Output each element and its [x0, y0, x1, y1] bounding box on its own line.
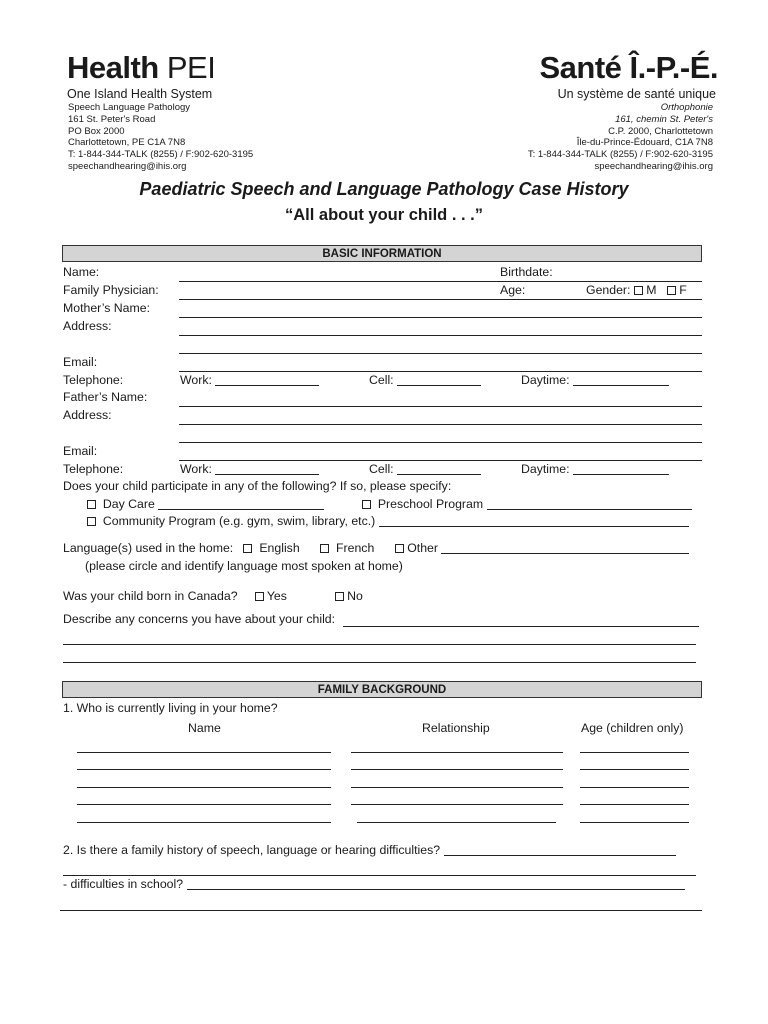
concerns-label: Describe any concerns you have about your child:: [63, 612, 336, 626]
mother-email-label: Email:: [63, 355, 98, 369]
col-name-header: Name: [188, 721, 221, 735]
participate-question: Does your child participate in any of the following? If so, please specify:: [63, 479, 452, 493]
household-age-field[interactable]: [580, 769, 689, 770]
mother-work-phone: [180, 373, 319, 387]
mother-address-label: Address:: [63, 319, 112, 333]
father-email-field[interactable]: [179, 460, 702, 461]
physician-field[interactable]: [179, 299, 702, 300]
birthdate-label: Birthdate:: [500, 265, 553, 279]
french-checkbox[interactable]: [320, 544, 329, 553]
work-phone-field[interactable]: [215, 463, 319, 475]
fr-address-line: T: 1-844-344-TALK (8255) / F:902-620-3195: [527, 149, 713, 161]
fr-address-line: Île-du-Prince-Édouard, C1A 7N8: [576, 137, 713, 149]
name-field[interactable]: [179, 281, 702, 282]
gender-m-label: M: [646, 283, 657, 297]
fr-street: 161, chemin St. Peter's: [615, 113, 713, 125]
daycare-label: Day Care: [102, 497, 155, 511]
gender-label: Gender:: [586, 283, 631, 297]
preschool-checkbox[interactable]: [362, 500, 371, 509]
gender-f-label: F: [679, 283, 687, 297]
work-label: Work:: [180, 462, 212, 476]
q1-household: 1. Who is currently living in your home?: [63, 701, 278, 715]
fr-tagline: Un système de santé unique: [557, 87, 716, 101]
languages-label: Language(s) used in the home:: [63, 541, 234, 555]
daytime-label: Daytime:: [521, 373, 570, 387]
daycare-field[interactable]: [158, 498, 324, 510]
logo-bold-text: Health: [67, 50, 159, 85]
mother-telephone-label: Telephone:: [63, 373, 124, 387]
household-relationship-field[interactable]: [351, 804, 563, 805]
q2-label: 2. Is there a family history of speech, language or hearing difficulties?: [63, 843, 441, 857]
daytime-label: Daytime:: [521, 462, 570, 476]
cell-label: Cell:: [369, 373, 394, 387]
language-note: (please circle and identify language most spoken at home): [85, 559, 403, 573]
school-label: - difficulties in school?: [63, 877, 184, 891]
other-language-field[interactable]: [441, 542, 689, 554]
born-no-checkbox[interactable]: [335, 592, 344, 601]
section-family-background: FAMILY BACKGROUND: [62, 681, 702, 698]
col-age-header: Age (children only): [581, 721, 684, 735]
community-option: [87, 514, 689, 528]
household-name-field[interactable]: [77, 769, 331, 770]
mother-address-field[interactable]: [179, 353, 702, 354]
en-tagline: One Island Health System: [67, 87, 213, 101]
daytime-phone-field[interactable]: [573, 463, 669, 475]
en-address-line: Charlottetown, PE C1A 7N8: [68, 137, 186, 149]
household-relationship-field[interactable]: [351, 787, 563, 788]
father-work-phone: [180, 462, 319, 476]
sante-ipe-logo: Santé Î.-P.-É.: [539, 50, 718, 85]
father-field[interactable]: [179, 406, 702, 407]
concerns-field[interactable]: [63, 662, 696, 663]
fr-dept: Orthophonie: [660, 102, 713, 113]
school-difficulties-field[interactable]: [187, 878, 685, 890]
born-row: [63, 589, 363, 603]
household-relationship-field[interactable]: [351, 769, 563, 770]
concerns-field[interactable]: [343, 626, 699, 627]
mother-label: Mother’s Name:: [63, 301, 151, 315]
other-checkbox[interactable]: [395, 544, 404, 553]
form-title: Paediatric Speech and Language Pathology Case History: [139, 179, 629, 199]
en-address-line: PO Box 2000: [68, 125, 125, 137]
family-history-field[interactable]: [444, 844, 676, 856]
father-address-field[interactable]: [179, 424, 702, 425]
household-name-field[interactable]: [77, 752, 331, 753]
household-relationship-field[interactable]: [351, 752, 563, 753]
born-label: Was your child born in Canada?: [63, 589, 238, 603]
en-address-line: T: 1-844-344-TALK (8255) / F:902-620-3195: [68, 149, 254, 161]
father-cell-phone: [369, 462, 481, 476]
preschool-option: [362, 497, 692, 511]
work-phone-field[interactable]: [215, 374, 319, 386]
q2-family-history: [63, 843, 676, 857]
name-label: Name:: [63, 265, 100, 279]
community-field[interactable]: [379, 515, 689, 527]
fr-address-line: C.P. 2000, Charlottetown: [608, 125, 713, 137]
age-label: Age:: [500, 283, 526, 297]
en-address-line: 161 St. Peter's Road: [68, 113, 156, 125]
household-age-field[interactable]: [580, 822, 689, 823]
household-name-field[interactable]: [77, 822, 331, 823]
languages-row: [63, 541, 689, 555]
mother-email-field[interactable]: [179, 371, 702, 372]
household-name-field[interactable]: [77, 787, 331, 788]
concerns-field[interactable]: [63, 644, 696, 645]
logo-light-text: PEI: [166, 50, 216, 85]
french-label: French: [336, 541, 375, 555]
form-subtitle: “All about your child . . .”: [284, 206, 483, 224]
born-yes-label: Yes: [266, 589, 287, 603]
mother-address-field[interactable]: [179, 335, 702, 336]
family-history-field[interactable]: [63, 875, 696, 876]
father-telephone-label: Telephone:: [63, 462, 124, 476]
mother-field[interactable]: [179, 317, 702, 318]
father-email-label: Email:: [63, 444, 98, 458]
cell-label: Cell:: [369, 462, 394, 476]
cell-phone-field[interactable]: [397, 374, 481, 386]
daytime-phone-field[interactable]: [573, 374, 669, 386]
household-age-field[interactable]: [580, 752, 689, 753]
section-basic-information: BASIC INFORMATION: [62, 245, 702, 262]
fr-address-line: speechandhearing@ihis.org: [594, 160, 713, 172]
en-address-block: [68, 102, 253, 173]
father-address-label: Address:: [63, 408, 112, 422]
born-yes-checkbox[interactable]: [255, 592, 264, 601]
health-pei-logo: [67, 50, 215, 86]
en-address-line: Speech Language Pathology: [68, 102, 191, 113]
gender-f-checkbox[interactable]: [667, 286, 676, 295]
mother-cell-phone: [369, 373, 481, 387]
preschool-field[interactable]: [487, 498, 692, 510]
other-label: Other: [407, 541, 438, 555]
gender-group: [586, 283, 687, 297]
school-difficulties-field[interactable]: [60, 910, 702, 911]
born-no-label: No: [347, 589, 363, 603]
col-relationship-header: Relationship: [422, 721, 490, 735]
household-age-field[interactable]: [580, 804, 689, 805]
father-address-field[interactable]: [179, 442, 702, 443]
gender-m-checkbox[interactable]: [634, 286, 643, 295]
community-checkbox[interactable]: [87, 517, 96, 526]
household-age-field[interactable]: [580, 787, 689, 788]
household-name-field[interactable]: [77, 804, 331, 805]
daycare-checkbox[interactable]: [87, 500, 96, 509]
work-label: Work:: [180, 373, 212, 387]
household-relationship-field[interactable]: [357, 822, 556, 823]
en-address-line: speechandhearing@ihis.org: [68, 160, 187, 172]
daycare-option: [87, 497, 324, 511]
community-label: Community Program (e.g. gym, swim, library, etc.): [102, 514, 376, 528]
fr-address-block: [528, 102, 713, 173]
english-checkbox[interactable]: [243, 544, 252, 553]
english-label: English: [259, 541, 300, 555]
preschool-label: Preschool Program: [377, 497, 484, 511]
mother-daytime-phone: [521, 373, 669, 387]
physician-label: Family Physician:: [63, 283, 159, 297]
school-row: [63, 877, 685, 891]
cell-phone-field[interactable]: [397, 463, 481, 475]
father-daytime-phone: [521, 462, 669, 476]
father-label: Father’s Name:: [63, 390, 148, 404]
